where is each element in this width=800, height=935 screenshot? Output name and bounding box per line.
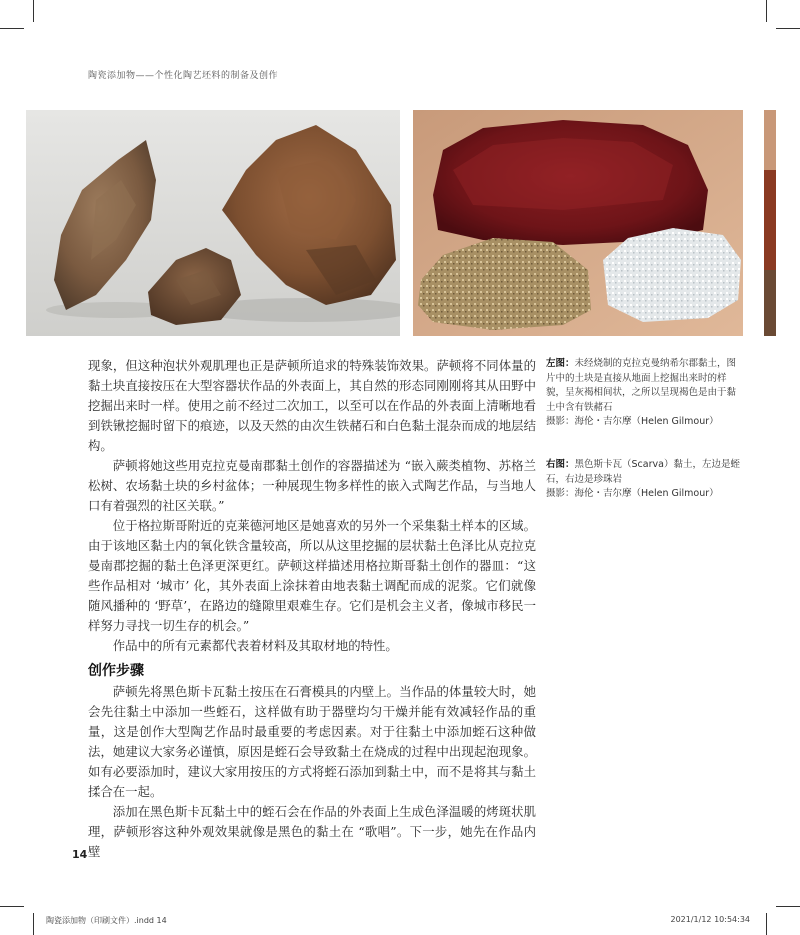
crop-mark xyxy=(0,906,24,907)
body-text-upper xyxy=(88,356,536,656)
clay-additives-image xyxy=(413,110,743,336)
paragraph: 作品中的所有元素都代表着材料及其取材地的特性。 xyxy=(112,638,398,653)
caption-text: 黑色斯卡瓦（Scarva）黏土，左边是蛭石，右边是珍珠岩 xyxy=(546,459,740,485)
crop-mark xyxy=(33,913,34,935)
caption-credit: 摄影：海伦・吉尔摩（Helen Gilmour） xyxy=(546,416,719,427)
caption-lead: 左图： xyxy=(546,358,575,369)
body-text-lower xyxy=(88,682,536,862)
slug-timestamp: 2021/1/12 10:54:34 xyxy=(670,915,750,924)
page-number: 14 xyxy=(72,848,88,861)
section-title: 创作步骤 xyxy=(88,663,144,679)
caption-text: 未经烧制的克拉克曼纳希尔郡黏土，图片中的土块是直接从地面上挖掘出来时的样貌，呈灰褐相间状，之所以呈现褐色是由于黏土中含有铁赭石 xyxy=(546,358,737,413)
paragraph: 添加在黑色斯卡瓦黏土中的蛭石会在作品的外表面上生成色泽温暖的烤斑状肌理，萨顿形容这种外观效果就像是黑色的黏土在 “歌唱”。下一步，她先在作品内壁 xyxy=(88,804,536,859)
paragraph: 萨顿将她这些用克拉克曼南郡黏土创作的容器描述为 “嵌入蕨类植物、苏格兰松树、农场黏土块的乡村盆体；一种展现生物多样性的嵌入式陶艺作品，与当地人口有着强烈的社区关联。” xyxy=(88,458,536,513)
running-head: 陶瓷添加物——个性化陶艺坯料的制备及创作 xyxy=(88,71,279,81)
clay-lumps-image xyxy=(26,110,400,336)
paragraph: 位于格拉斯哥附近的克莱德河地区是她喜欢的另外一个采集黏土样本的区域。由于该地区黏土内的氧化铁含量较高，所以从这里挖掘的层状黏土色泽比从克拉克曼南郡挖掘的黏土色泽更深更红。萨顿这样描述用格拉斯哥黏土创作的器皿：“这些作品相对 ‘城市’ 化，其外表面上涂抹着由地表黏土调配而成的泥浆。它们就像随风播种的 ‘野草’，在路边的缝隙里艰难生存。它们是机会主义者，像城市移民一样努力寻找一切生存的机会。” xyxy=(88,518,536,633)
crop-mark xyxy=(776,28,800,29)
caption-credit: 摄影：海伦・吉尔摩（Helen Gilmour） xyxy=(546,488,719,499)
clay-additives-photo xyxy=(413,110,743,336)
clay-lumps-photo xyxy=(26,110,400,336)
caption-lead: 右图： xyxy=(546,459,575,470)
next-page-photo-edge xyxy=(764,110,776,336)
next-page-photo-edge-image xyxy=(764,110,776,336)
crop-mark xyxy=(776,906,800,907)
paragraph: 现象，但这种泡状外观肌理也正是萨顿所追求的特殊装饰效果。萨顿将不同体量的黏土块直接按压在大型容器状作品的外表面上，其自然的形态同刚刚将其从田野中挖掘出来时一样。使用之前不经过二次加工，以至可以在作品的外表面上清晰地看到铁锹挖掘时留下的痕迹，以及天然的由次生铁赭石和白色黏土混杂而成的地层结构。 xyxy=(88,358,536,453)
caption-left-image xyxy=(546,357,744,430)
caption-right-image xyxy=(546,458,744,502)
crop-mark xyxy=(0,28,24,29)
crop-mark xyxy=(766,0,767,22)
slug-filename: 陶瓷添加物（印刷文件）.indd 14 xyxy=(46,916,167,925)
crop-mark xyxy=(33,0,34,22)
crop-mark xyxy=(766,913,767,935)
paragraph: 萨顿先将黑色斯卡瓦黏土按压在石膏模具的内壁上。当作品的体量较大时，她会先往黏土中添加一些蛭石，这样做有助于器壁均匀干燥并能有效减轻作品的重量，这是创作大型陶艺作品时最重要的考虑因素。对于往黏土中添加蛭石这种做法，她建议大家务必谨慎，原因是蛭石会导致黏土在烧成的过程中出现起泡现象。如有必要添加时，建议大家用按压的方式将蛭石添加到黏土中，而不是将其与黏土揉合在一起。 xyxy=(88,684,536,799)
